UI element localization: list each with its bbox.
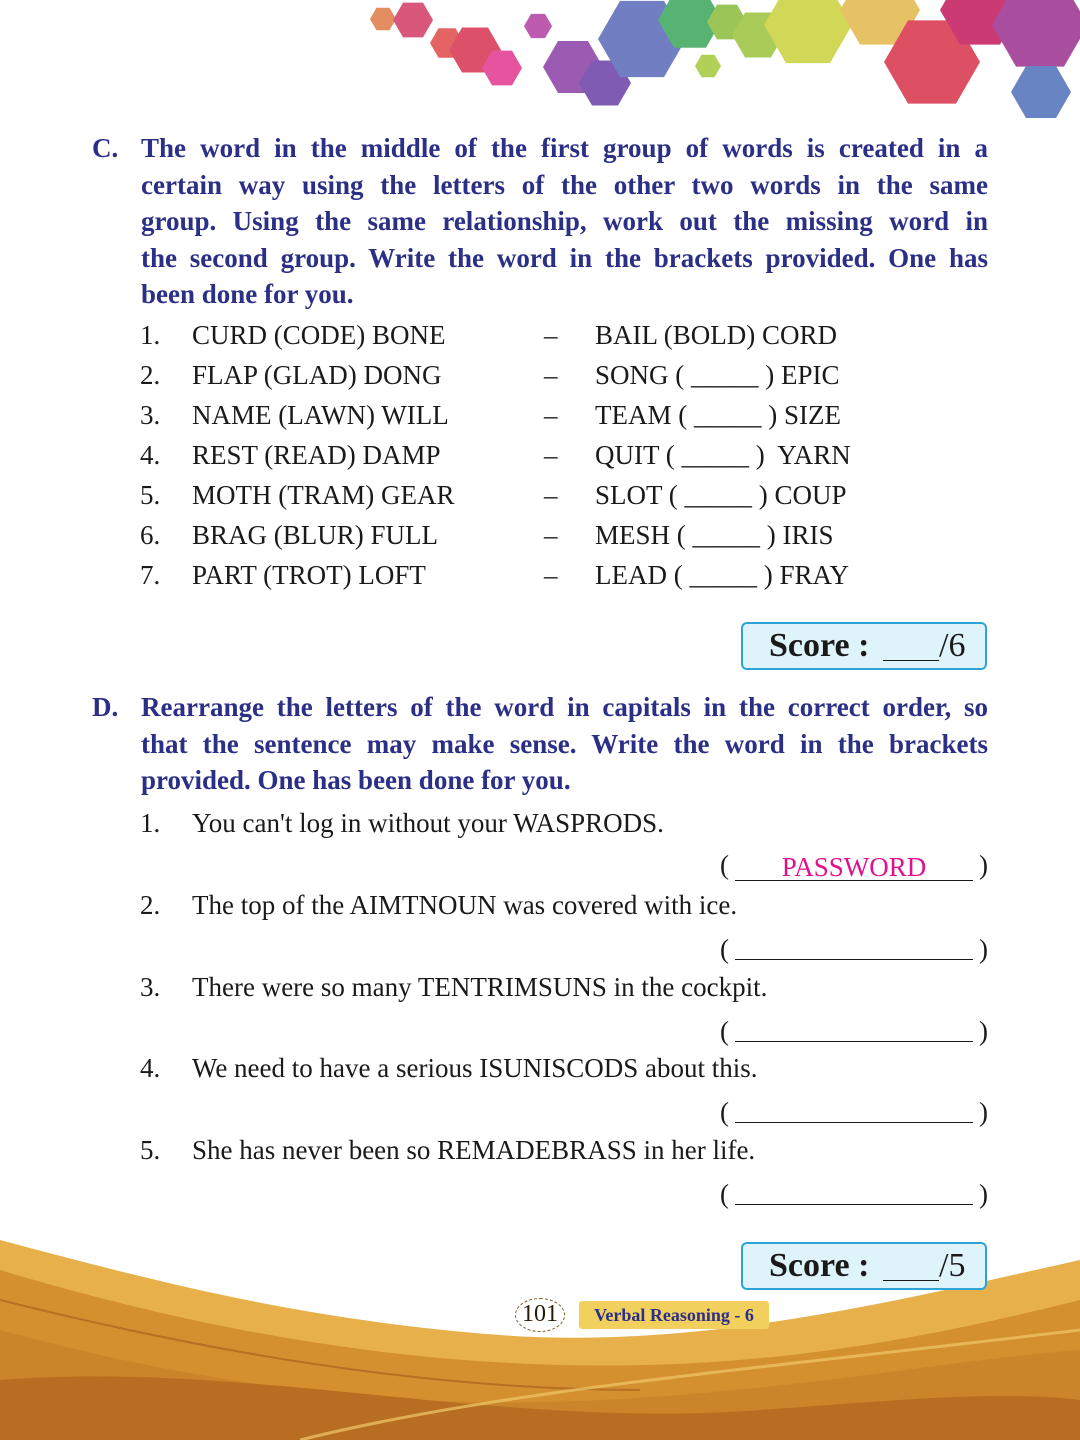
instruction-line: The word in the middle of the first group of words is created in a (141, 133, 988, 163)
target-group[interactable]: LEAD ( _____ ) FRAY (595, 560, 850, 590)
example-group: NAME (LAWN) WILL (192, 400, 449, 430)
item-number: 5. (140, 1135, 161, 1165)
dash: – (544, 440, 558, 470)
target-group[interactable]: QUIT ( _____ ) YARN (595, 440, 851, 470)
open-bracket: ( (720, 1179, 729, 1209)
item-number: 1. (140, 320, 161, 350)
section-d-instructions (92, 689, 988, 799)
item-number: 4. (140, 440, 161, 470)
close-bracket: ) (979, 934, 988, 964)
answer-field[interactable] (735, 931, 973, 960)
target-group[interactable]: MESH ( _____ ) IRIS (595, 520, 834, 550)
answer-field[interactable]: PASSWORD (735, 852, 973, 881)
section-c-instructions (92, 130, 988, 313)
close-bracket: ) (979, 1179, 988, 1209)
section-c-letter: C. (92, 133, 119, 163)
dash: – (544, 560, 558, 590)
instruction-line: group. Using the same relationship, work out the missing word in (141, 206, 988, 236)
hexagon-decoration (0, 0, 1080, 130)
instruction-line: that the sentence may make sense. Write the word in the brackets (141, 728, 988, 759)
example-group: CURD (CODE) BONE (192, 320, 446, 350)
sentence-text: We need to have a serious ISUNISCODS about this. (192, 1053, 758, 1083)
close-bracket: ) (979, 1016, 988, 1046)
item-number: 6. (140, 520, 161, 550)
instruction-line: provided. One has been done for you. (141, 765, 571, 795)
section-d-letter: D. (92, 692, 119, 722)
target-group[interactable]: TEAM ( _____ ) SIZE (595, 400, 841, 430)
score-box-d (741, 1242, 987, 1290)
score-blank[interactable] (883, 1280, 939, 1281)
answer-bracket (720, 1094, 988, 1127)
answer-bracket (720, 1013, 988, 1046)
score-label: Score : (769, 1247, 870, 1284)
score-max: /5 (939, 1247, 966, 1284)
open-bracket: ( (720, 850, 729, 880)
open-bracket: ( (720, 1097, 729, 1127)
item-number: 4. (140, 1053, 161, 1083)
close-bracket: ) (979, 1097, 988, 1127)
target-group: BAIL (BOLD) CORD (595, 320, 837, 350)
sentence-text: There were so many TENTRIMSUNS in the cockpit. (192, 972, 768, 1002)
item-number: 2. (140, 360, 161, 390)
instruction-line: been done for you. (141, 279, 354, 309)
sentence-text: You can't log in without your WASPRODS. (192, 808, 664, 838)
score-label: Score : (769, 627, 870, 664)
open-bracket: ( (720, 934, 729, 964)
item-number: 7. (140, 560, 161, 590)
target-group[interactable]: SLOT ( _____ ) COUP (595, 480, 847, 510)
close-bracket: ) (979, 850, 988, 880)
item-number: 3. (140, 400, 161, 430)
open-bracket: ( (720, 1016, 729, 1046)
item-number: 5. (140, 480, 161, 510)
instruction-line: Rearrange the letters of the word in capitals in the correct order, so (141, 692, 988, 722)
example-group: REST (READ) DAMP (192, 440, 441, 470)
sentence-text: The top of the AIMTNOUN was covered with ice. (192, 890, 738, 920)
page-number: 101 (515, 1298, 565, 1332)
book-title: Verbal Reasoning - 6 (579, 1301, 769, 1329)
instruction-line: certain way using the letters of the other two words in the same (141, 169, 988, 200)
target-group[interactable]: SONG ( _____ ) EPIC (595, 360, 840, 390)
example-group: FLAP (GLAD) DONG (192, 360, 442, 390)
dash: – (544, 360, 558, 390)
sentence-text: She has never been so REMADEBRASS in her life. (192, 1135, 756, 1165)
answer-field[interactable] (735, 1013, 973, 1042)
answer-field[interactable] (735, 1094, 973, 1123)
example-group: BRAG (BLUR) FULL (192, 520, 439, 550)
score-box-c (741, 622, 987, 670)
score-max: /6 (939, 627, 966, 664)
dash: – (544, 320, 558, 350)
example-group: MOTH (TRAM) GEAR (192, 480, 455, 510)
item-number: 2. (140, 890, 161, 920)
answer-bracket (720, 850, 988, 881)
answer-bracket (720, 1176, 988, 1209)
answer-field[interactable] (735, 1176, 973, 1205)
dash: – (544, 520, 558, 550)
score-blank[interactable] (883, 660, 939, 661)
instruction-line: the second group. Write the word in the brackets provided. One has (141, 242, 988, 273)
dash: – (544, 480, 558, 510)
answer-bracket (720, 931, 988, 964)
dash: – (544, 400, 558, 430)
item-number: 1. (140, 808, 161, 838)
item-number: 3. (140, 972, 161, 1002)
example-group: PART (TROT) LOFT (192, 560, 426, 590)
